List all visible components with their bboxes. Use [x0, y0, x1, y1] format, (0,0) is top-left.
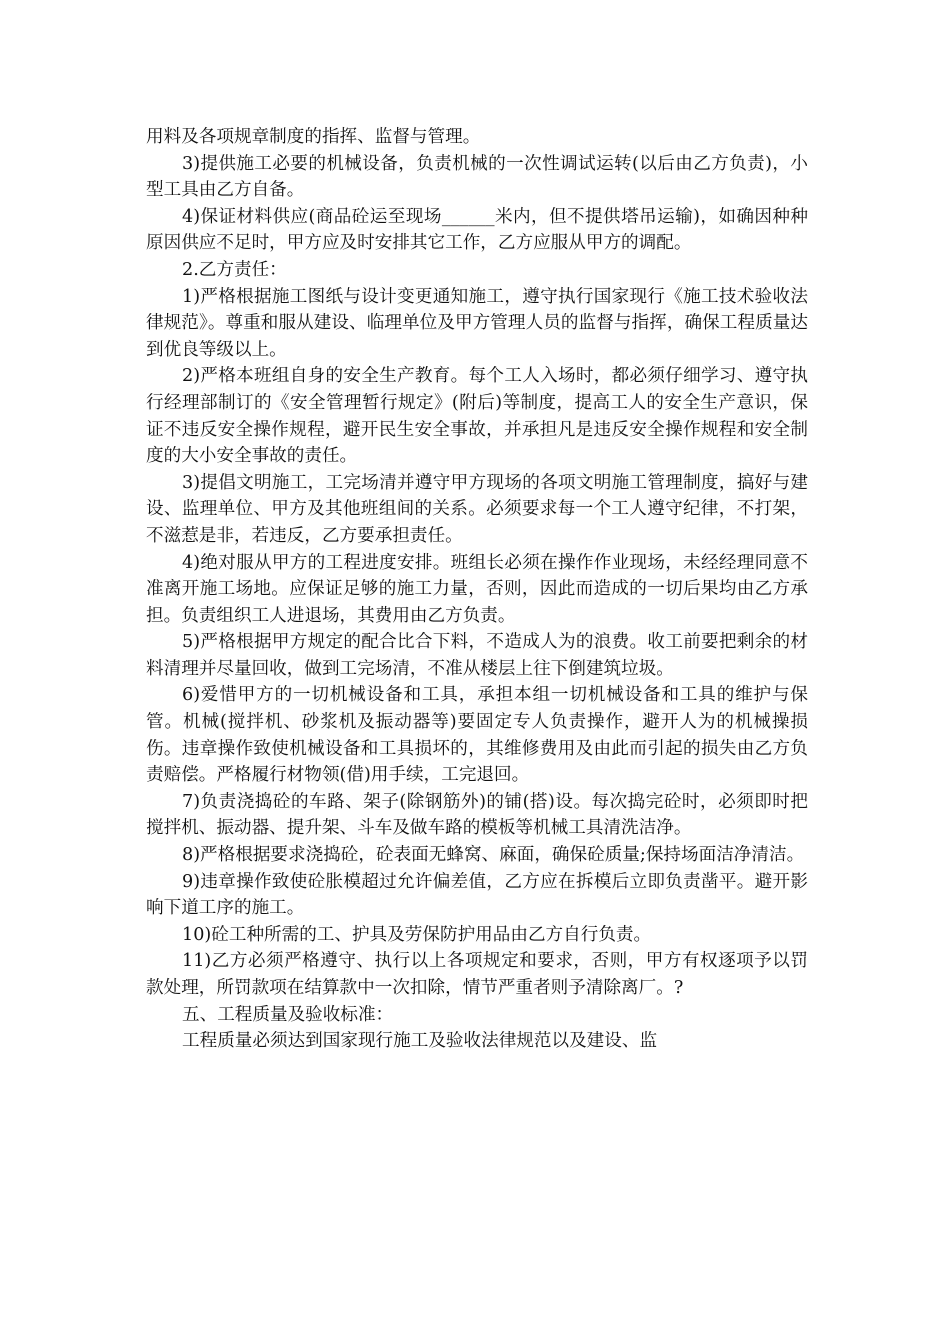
- paragraph-6: 2)严格本班组自身的安全生产教育。每个工人入场时，都必须仔细学习、遵守执行经理部制订的《安全管理暂行规定》(附后)等制度，提高工人的安全生产意识，保证不违反安全操作规程，避开民生安全事故，并承担凡是违反安全操作规程和安全制度的大小安全事故的责任。: [146, 366, 808, 467]
- paragraph-2: 3)提供施工必要的机械设备，负责机械的一次性调试运转(以后由乙方负责)，小型工具由乙方自备。: [146, 153, 808, 201]
- section-heading-quality: 五、工程质量及验收标准：: [182, 1004, 394, 1025]
- paragraph-14: 10)砼工种所需的工、护具及劳保防护用品由乙方自行负责。: [182, 924, 652, 945]
- paragraph-10: 6)爱惜甲方的一切机械设备和工具，承担本组一切机械设备和工具的维护与保管。机械(搅拌机、砂浆机及振动器等)要固定专人负责操作，避开人为的机械操损伤。违章操作致使机械设备和工具损坏的，其维修费用及由此而引起的损失由乙方负责赔偿。严格履行材物领(借)用手续，工完退回。: [146, 685, 808, 786]
- paragraph-8: 4)绝对服从甲方的工程进度安排。班组长必须在操作作业现场，未经经理同意不准离开施工场地。应保证足够的施工力量，否则，因此而造成的一切后果均由乙方承担。负责组织工人进退场，其费用由乙方负责。: [146, 552, 808, 626]
- paragraph-7: 3)提倡文明施工，工完场清并遵守甲方现场的各项文明施工管理制度，搞好与建设、监理单位、甲方及其他班组间的关系。必须要求每一个工人遵守纪律，不打架，不滋惹是非，若违反，乙方要承担责任。: [146, 472, 808, 546]
- section-heading-party-b-duties: 2.乙方责任：: [182, 259, 287, 280]
- paragraph-1: 用料及各项规章制度的指挥、监督与管理。: [146, 127, 481, 147]
- paragraph-5: 1)严格根据施工图纸与设计变更通知施工，遵守执行国家现行《施工技术验收法律规范》。尊重和服从建设、临理单位及甲方管理人员的监督与指挥，确保工程质量达到优良等级以上。: [146, 286, 808, 360]
- paragraph-12: 8)严格根据要求浇捣砼，砼表面无蜂窝、麻面，确保砼质量;保持场面洁净清洁。: [182, 845, 805, 866]
- paragraph-15: 11)乙方必须严格遵守、执行以上各项规定和要求，否则，甲方有权逐项予以罚款处理，所罚款项在结算款中一次扣除，情节严重者则予清除离厂。?: [146, 951, 808, 998]
- paragraph-9: 5)严格根据甲方规定的配合比合下料，不造成人为的浪费。收工前要把剩余的材料清理并尽量回收，做到工完场清，不准从楼层上往下倒建筑垃圾。: [146, 632, 808, 679]
- paragraph-17: 工程质量必须达到国家现行施工及验收法律规范以及建设、监: [182, 1031, 658, 1052]
- document-page: [146, 124, 808, 1055]
- paragraph-13: 9)违章操作致使砼胀模超过允许偏差值，乙方应在拆模后立即负责凿平。避开影响下道工序的施工。: [146, 871, 808, 919]
- paragraph-11: 7)负责浇捣砼的车路、架子(除钢筋外)的铺(搭)设。每次捣完砼时，必须即时把搅拌机、振动器、提升架、斗车及做车路的模板等机械工具清洗洁净。: [146, 791, 808, 839]
- paragraph-3: 4)保证材料供应(商品砼运至现场______米内，但不提供塔吊运输)，如确因种种原因供应不足时，甲方应及时安排其它工作，乙方应服从甲方的调配。: [146, 206, 808, 254]
